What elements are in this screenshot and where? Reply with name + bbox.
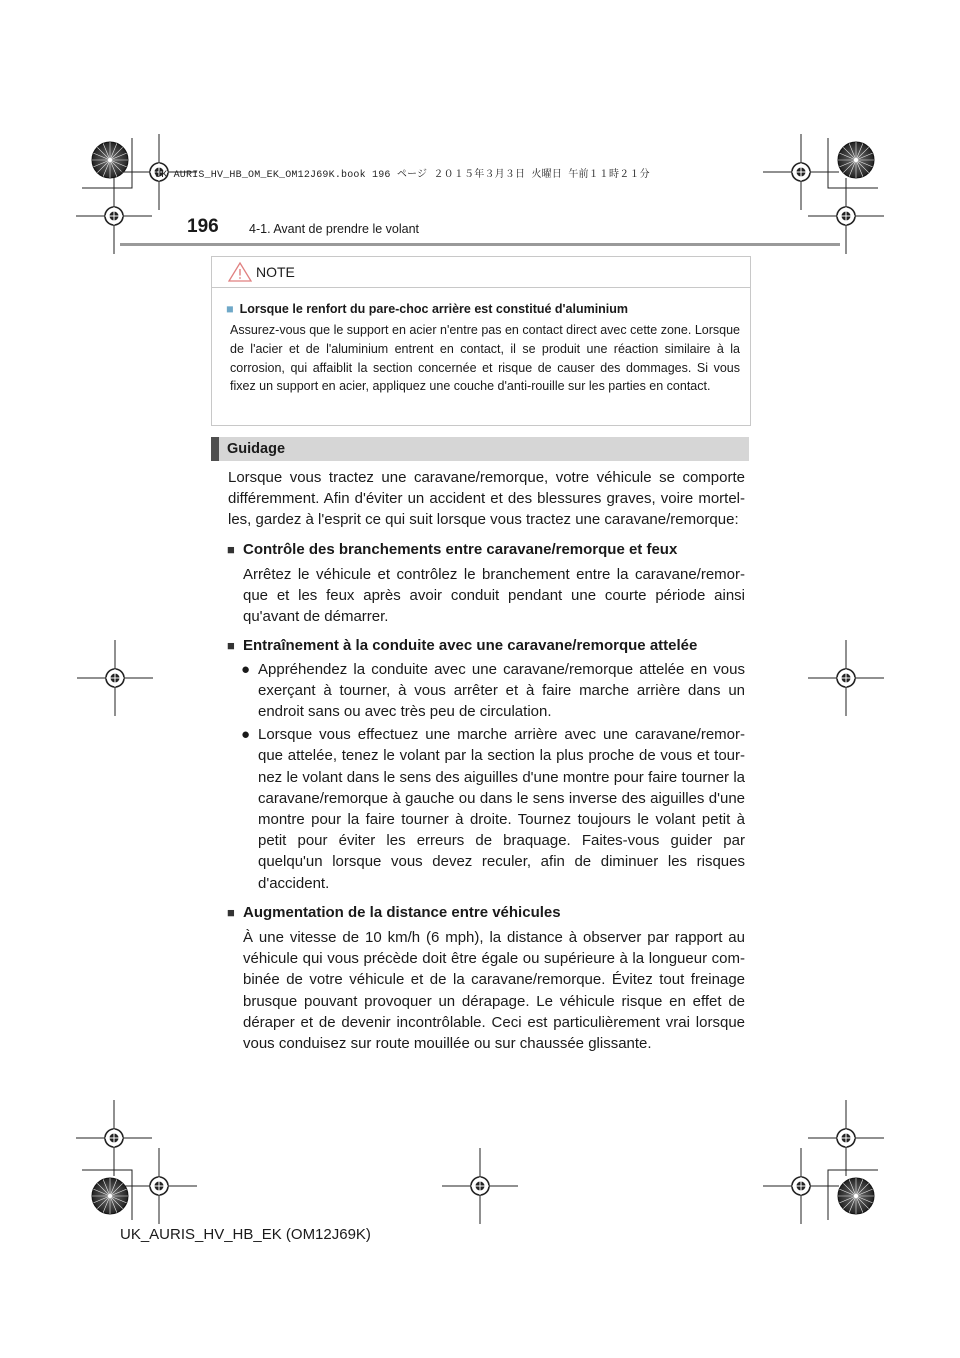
note-box xyxy=(211,256,751,426)
bullet-item xyxy=(228,724,745,894)
book-info-line: UK AURIS_HV_HB_OM_EK_OM12J69K.book 196 ページ ２０１５年３月３日 火曜日 午前１１時２１分 xyxy=(155,170,650,181)
section-heading-text: Augmentation de la distance entre véhicules xyxy=(243,903,561,921)
section-heading-text: Entraînement à la conduite avec une caravane/remorque attelée xyxy=(243,637,698,655)
bullet-text: Appréhendez la conduite avec une caravane/remorque attelée en vous exerçant à tourner, à vous arrêter et à faire marche arrière dans un endroit sans ou avec très peu de circulation. xyxy=(258,660,745,721)
warning-icon xyxy=(228,261,252,283)
section-heading-text: Contrôle des branchements entre caravane/remorque et feux xyxy=(243,540,678,558)
round-bullet-icon: ● xyxy=(241,726,251,744)
square-bullet-icon: ■ xyxy=(227,541,235,557)
section-text-1: Arrêtez le véhicule et contrôlez le branchement entre la caravane/remor-que et les feux après avoir conduit pendant une courte période ainsi qu'avant de démarrer. xyxy=(243,565,745,626)
header-rule xyxy=(120,243,840,246)
guidage-body xyxy=(228,467,745,1054)
note-text: Assurez-vous que le support en acier n'entre pas en contact direct avec cette zone. Lorsque de l'acier et de l'aluminium entrent en contact, il se produit une réaction similaire à la corrosion, qui affaiblit la section concernée et risque de causer des dommages. Si vous fixez un support en acier, appliquez une couche d'anti-rouille sur les parties en contact. xyxy=(230,323,740,394)
page-number: 196 xyxy=(187,216,219,237)
guidage-title: Guidage xyxy=(227,441,286,457)
bullet-text: Lorsque vous effectuez une marche arrière avec une caravane/remor-que attelée, tenez le volant par la section la plus proche de vous et tour-nez le volant dans le sens des aiguilles d'une montre pour faire tourner la caravane/remorque à gauche ou dans le sens inverse des aiguilles d'une montre pour la faire tourner à droite. Tournez toujours le volant petit à petit pour éviter les erreurs de braquage. Faites-vous guider par quelqu'un lorsque vous devez reculer, afin de diminuer les risques d'accident. xyxy=(258,726,745,892)
round-bullet-icon: ● xyxy=(241,660,251,678)
guidage-title-bar xyxy=(211,437,749,461)
footer-code: UK_AURIS_HV_HB_EK (OM12J69K) xyxy=(120,1226,371,1243)
intro-paragraph: Lorsque vous tractez une caravane/remorque, votre véhicule se comporte différemment. Afin d'éviter un accident et des blessures graves, voire mortel-les, gardez à l'esprit ce qui suit lorsque vous tractez une caravane/remorque: xyxy=(228,469,745,529)
square-bullet-icon: ■ xyxy=(226,302,234,316)
square-bullet-icon: ■ xyxy=(227,638,235,654)
section-heading-2 xyxy=(228,635,745,656)
bullet-item xyxy=(228,659,745,723)
note-header xyxy=(212,257,750,288)
note-label: NOTE xyxy=(256,264,295,280)
section-heading-1 xyxy=(228,539,745,560)
section-text-3: À une vitesse de 10 km/h (6 mph), la distance à observer par rapport au véhicule qui vous précède doit être égale ou supérieure à la longueur com-binée de votre véhicule et de la caravane/remorque. Évitez tout freinage brusque pouvant provoquer un dérapage. Le véhicule risque en effet de déraper et de devenir incontrôlable. Ceci est particulièrement vrai lorsque vous conduisez sur route mouillée ou sur chaussée glissante. xyxy=(243,929,745,1053)
section-title: 4-1. Avant de prendre le volant xyxy=(249,222,420,236)
note-heading xyxy=(226,302,628,316)
section-heading-3 xyxy=(228,902,745,923)
square-bullet-icon: ■ xyxy=(227,904,235,920)
note-heading-text: Lorsque le renfort du pare-choc arrière est constitué d'aluminium xyxy=(239,302,629,316)
